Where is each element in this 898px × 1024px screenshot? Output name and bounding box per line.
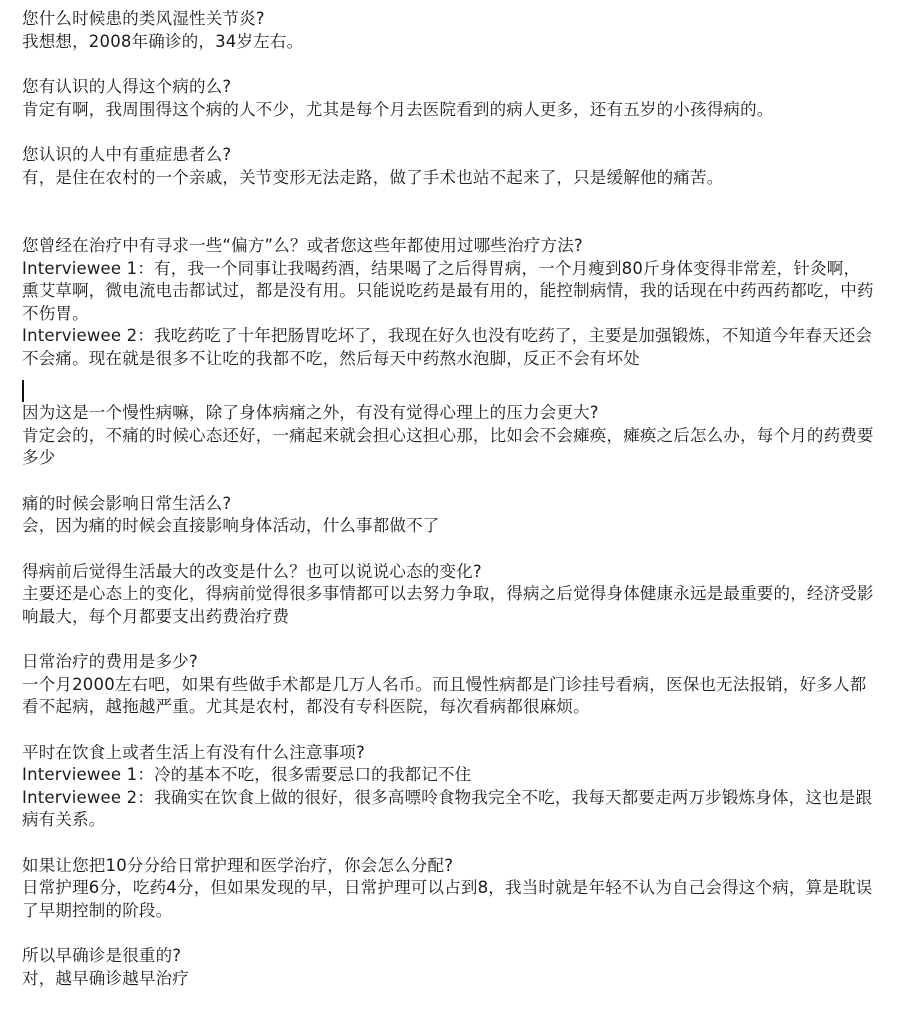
- answer-text: 我想想，2008年确诊的，34岁左右。: [22, 31, 304, 51]
- answer-interviewee-1: Interviewee 1：冷的基本不吃，很多需要忌口的我都记不住: [22, 765, 472, 784]
- answer-text: 日常护理6分，吃药4分，但如果发现的早，日常护理可以占到8，我当时就是年轻不认为自己会得这个病，算是耽误了早期控制的阶段。: [22, 878, 873, 920]
- answer-text: 会，因为痛的时候会直接影响身体活动，什么事都做不了: [22, 516, 440, 535]
- qa-block-2: [22, 76, 874, 121]
- question-text: 日常治疗的费用是多少?: [22, 652, 198, 671]
- empty-line: [22, 380, 874, 402]
- document-body[interactable]: [22, 8, 874, 990]
- qa-block-3: [22, 144, 874, 189]
- qa-block-1: [22, 8, 874, 53]
- qa-block-7: [22, 561, 874, 629]
- question-text: 得病前后觉得生活最大的改变是什么？也可以说说心态的变化?: [22, 561, 482, 581]
- text-cursor: [22, 380, 24, 402]
- qa-block-6: [22, 493, 874, 538]
- qa-block-5: [22, 402, 874, 470]
- qa-block-4: [22, 235, 874, 370]
- question-text: 所以早确诊是很重的?: [22, 946, 182, 965]
- question-text: 平时在饮食上或者生活上有没有什么注意事项?: [22, 742, 365, 762]
- answer-text: 对，越早确诊越早治疗: [22, 968, 189, 988]
- qa-block-9: [22, 742, 874, 832]
- question-text: 因为这是一个慢性病嘛，除了身体病痛之外，有没有觉得心理上的压力会更大?: [22, 403, 599, 422]
- question-text: 您什么时候患的类风湿性关节炎?: [22, 9, 265, 28]
- answer-text: 主要还是心态上的变化，得病前觉得很多事情都可以去努力争取，得病之后觉得身体健康永远是最重要的，经济受影响最大，每个月都要支出药费治疗费: [22, 584, 874, 626]
- question-text: 您认识的人中有重症患者么?: [22, 145, 232, 164]
- qa-block-11: [22, 945, 874, 990]
- answer-text: 肯定有啊，我周围得这个病的人不少，尤其是每个月去医院看到的病人更多，还有五岁的小孩得病的。: [22, 99, 774, 119]
- question-text: 您有认识的人得这个病的么?: [22, 77, 232, 96]
- question-text: 痛的时候会影响日常生活么?: [22, 493, 232, 513]
- qa-block-10: [22, 855, 874, 923]
- answer-interviewee-1: Interviewee 1：有，我一个同事让我喝药酒，结果喝了之后得胃病，一个月瘦到80斤身体变得非常差，针灸啊，熏艾草啊，微电流电击都试过，都是没有用。只能说吃药是最有用的，能控制病情，我的话现在中药西药都吃，中药不伤胃。: [22, 258, 874, 323]
- answer-interviewee-2: Interviewee 2：我吃药吃了十年把肠胃吃坏了，我现在好久也没有吃药了，主要是加强锻炼，不知道今年春天还会不会痛。现在就是很多不让吃的我都不吃，然后每天中药熬水泡脚，反正不会有坏处: [22, 326, 873, 368]
- question-text: 您曾经在治疗中有寻求一些“偏方”么？或者您这些年都使用过哪些治疗方法?: [22, 236, 583, 255]
- answer-interviewee-2: Interviewee 2：我确实在饮食上做的很好，很多高嘌呤食物我完全不吃，我每天都要走两万步锻炼身体，这也是跟病有关系。: [22, 787, 873, 829]
- answer-text: 一个月2000左右吧，如果有些做手术都是几万人名币。而且慢性病都是门诊挂号看病，医保也无法报销，好多人都看不起病，越拖越严重。尤其是农村，都没有专科医院，每次看病都很麻烦。: [22, 674, 867, 716]
- question-text: 如果让您把10分分给日常护理和医学治疗，你会怎么分配?: [22, 855, 454, 875]
- answer-text: 有，是住在农村的一个亲戚，关节变形无法走路，做了手术也站不起来了，只是缓解他的痛苦。: [22, 167, 724, 187]
- qa-block-8: [22, 651, 874, 719]
- answer-text: 肯定会的，不痛的时候心态还好，一痛起来就会担心这担心那，比如会不会瘫痪，瘫痪之后怎么办，每个月的药费要多少: [22, 425, 874, 467]
